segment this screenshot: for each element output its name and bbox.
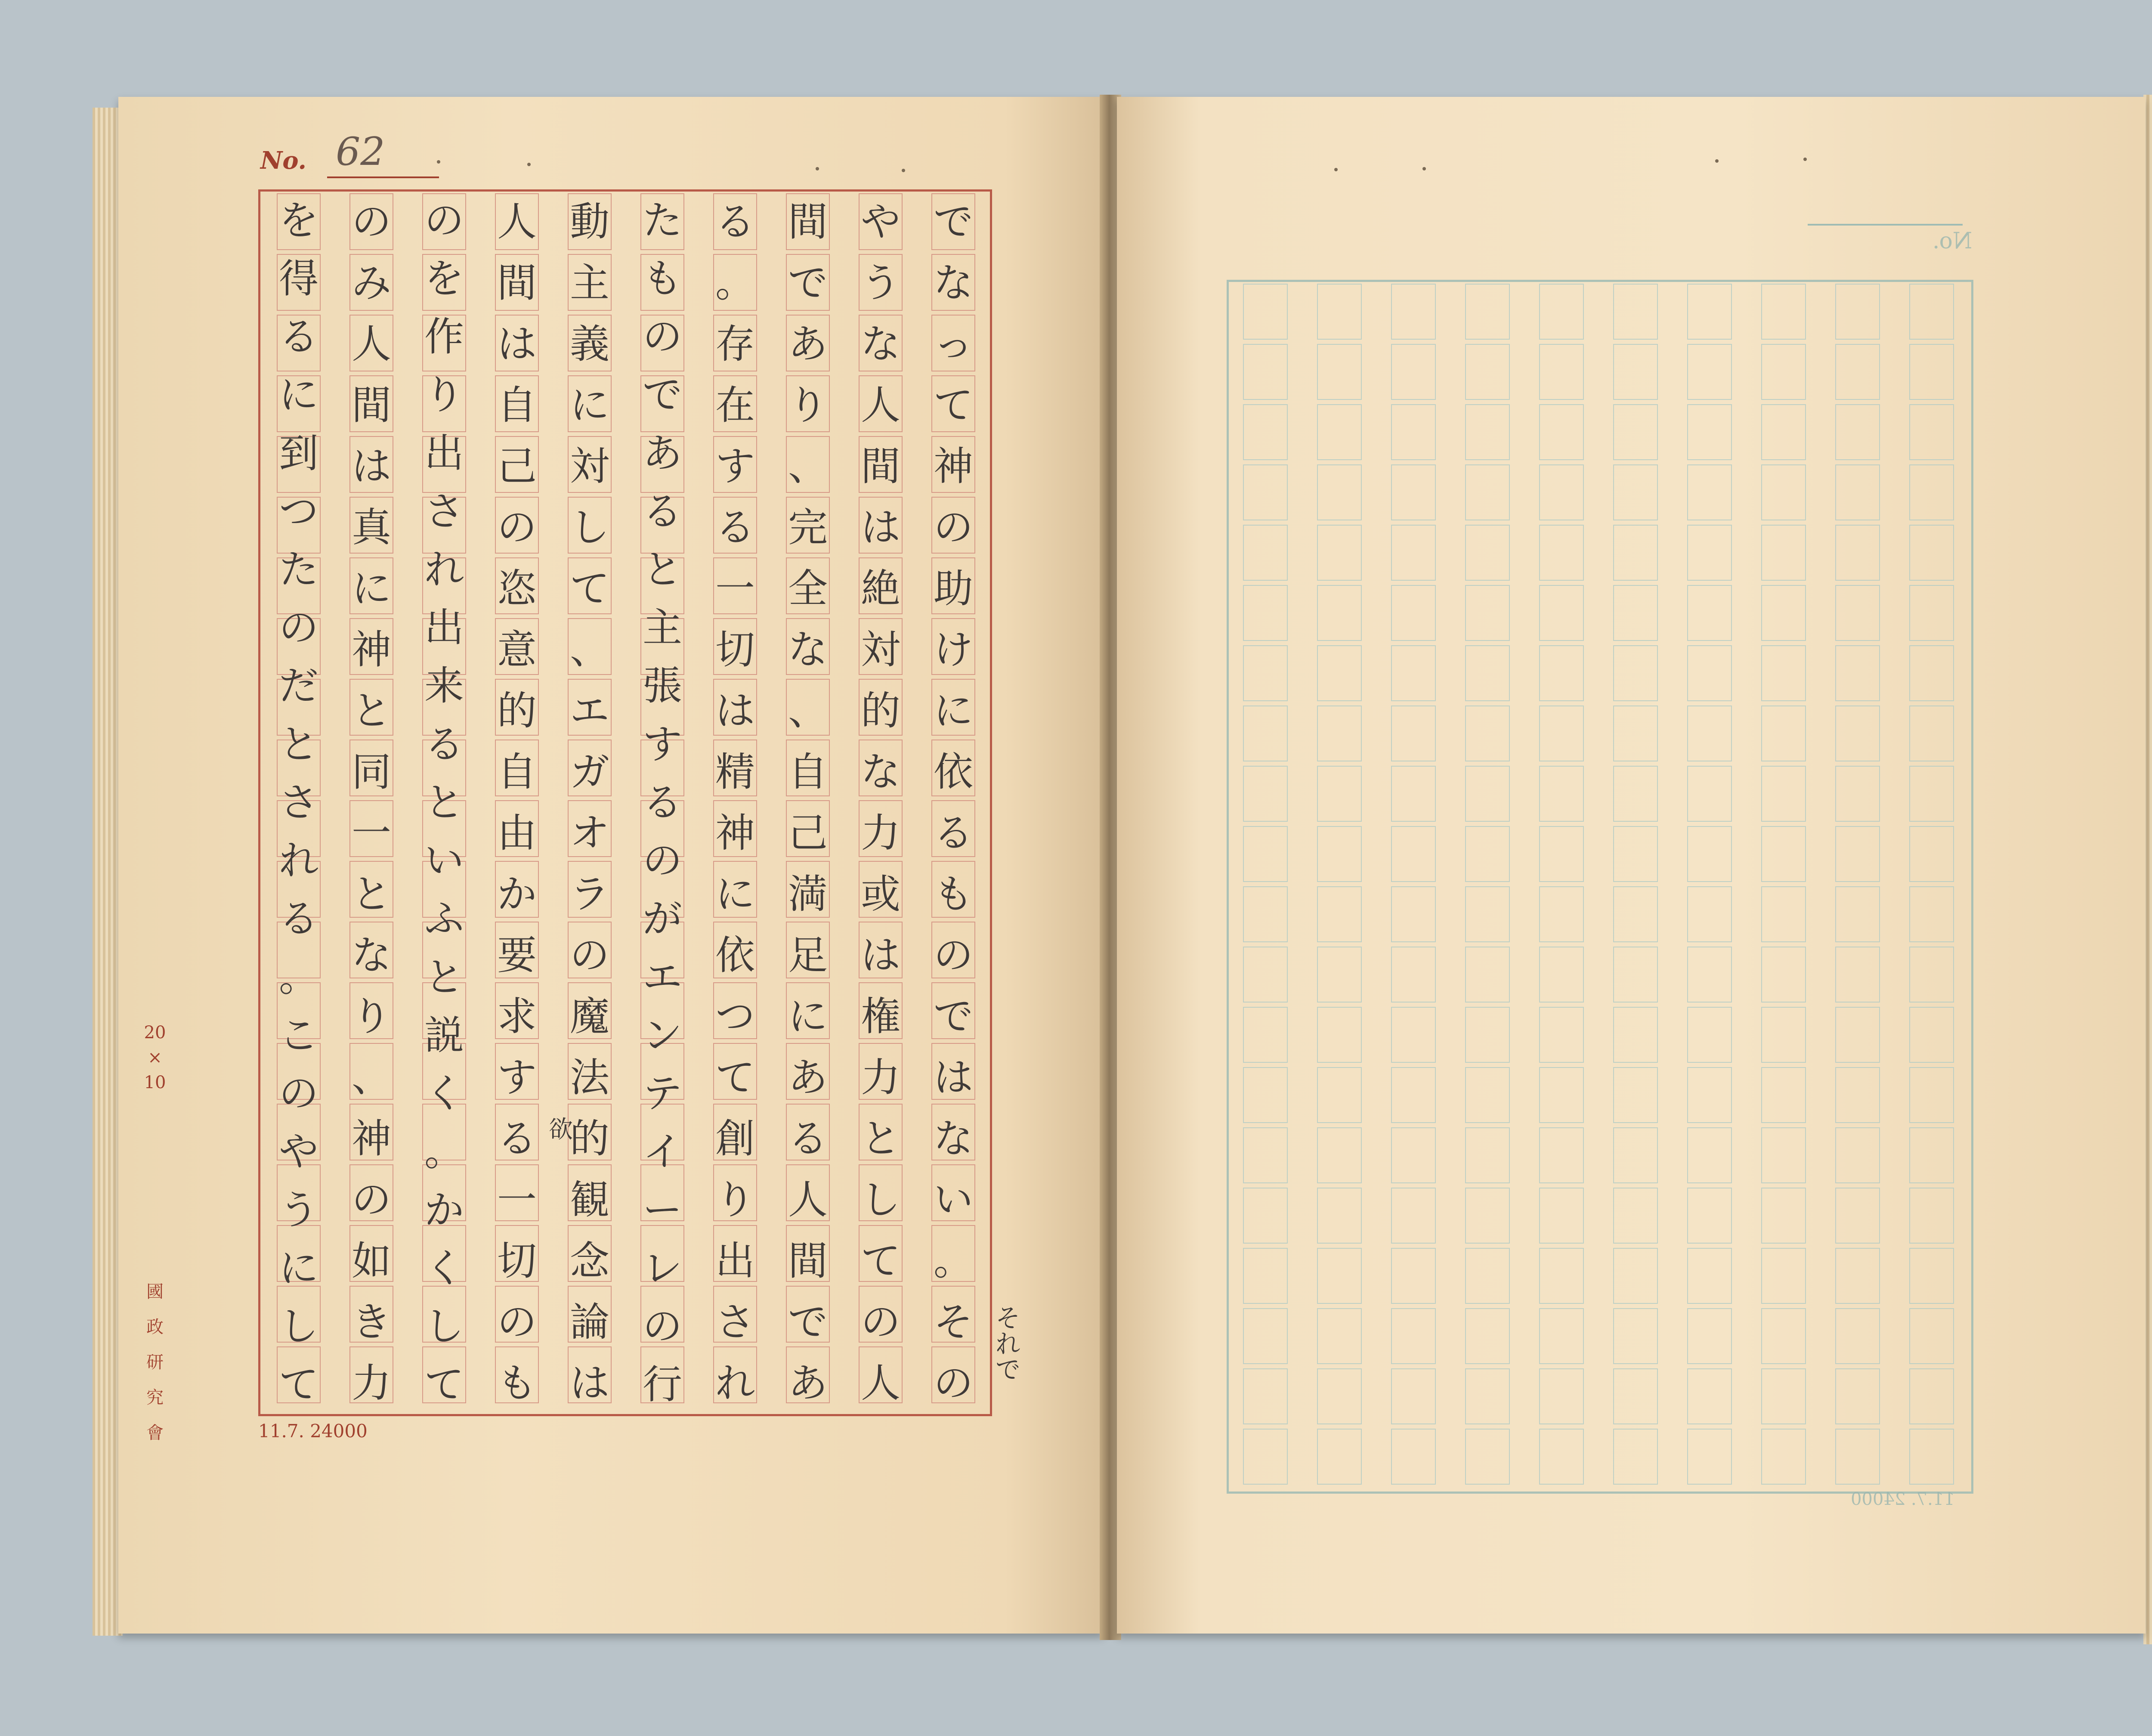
ghost-cell — [1243, 706, 1288, 761]
ghost-column — [1902, 282, 1962, 1492]
ghost-cell — [1391, 585, 1436, 641]
ghost-cell — [1687, 1188, 1732, 1244]
ghost-cell — [1835, 344, 1880, 400]
ghost-cell — [1243, 1188, 1288, 1244]
ghost-cell — [1835, 585, 1880, 641]
ghost-cell — [1909, 1308, 1954, 1364]
ghost-cell — [1687, 284, 1732, 340]
ghost-cell — [1317, 947, 1362, 1003]
ghost-cell — [1909, 284, 1954, 340]
ghost-cell — [1317, 766, 1362, 822]
ghost-cell — [1835, 947, 1880, 1003]
ghost-cell — [1761, 1308, 1806, 1364]
column-text: る 。 存 在 す る 一 切 は 精 神 に 依 つ て 創 り 出 さ れ — [715, 199, 755, 1406]
ghost-cell — [1909, 1368, 1954, 1424]
ghost-cell — [1465, 645, 1510, 701]
margin-insert-note: それで — [991, 1304, 1021, 1382]
ghost-cell — [1243, 766, 1288, 822]
ghost-cell — [1243, 1248, 1288, 1304]
ghost-cell — [1909, 1067, 1954, 1123]
ghost-cell — [1909, 645, 1954, 701]
correction-mark: 欲 — [549, 1116, 573, 1144]
ghost-cell — [1317, 1188, 1362, 1244]
ghost-cell — [1687, 886, 1732, 942]
ghost-cell — [1391, 1127, 1436, 1183]
ghost-column — [1309, 282, 1370, 1492]
publisher-char: 國 — [146, 1282, 164, 1302]
ghost-cell — [1687, 1368, 1732, 1424]
ghost-cell — [1317, 706, 1362, 761]
print-footer: 11.7. 24000 — [258, 1420, 368, 1442]
ghost-cell — [1909, 1188, 1954, 1244]
ghost-cell — [1613, 344, 1658, 400]
ghost-cell — [1317, 886, 1362, 942]
ghost-cell — [1909, 464, 1954, 520]
ghost-cell — [1909, 585, 1954, 641]
ghost-cell — [1243, 1067, 1288, 1123]
ghost-cell — [1243, 645, 1288, 701]
ghost-cell — [1761, 284, 1806, 340]
ghost-cell — [1465, 947, 1510, 1003]
ghost-cell — [1539, 1007, 1584, 1063]
ghost-cell — [1465, 1127, 1510, 1183]
ghost-cell — [1613, 886, 1658, 942]
ghost-cell — [1761, 1067, 1806, 1123]
ghost-cell — [1761, 886, 1806, 942]
ghost-cell — [1391, 404, 1436, 460]
ghost-cell — [1909, 1429, 1954, 1485]
ghost-cell — [1465, 826, 1510, 882]
ghost-cell — [1613, 645, 1658, 701]
binding-hole — [1803, 158, 1807, 161]
ghost-cell — [1909, 826, 1954, 882]
ghost-cell — [1835, 1368, 1880, 1424]
ghost-cell — [1909, 886, 1954, 942]
ghost-cell — [1539, 284, 1584, 340]
ghost-cell — [1391, 525, 1436, 581]
grid-size-20: 20 — [144, 1023, 166, 1043]
ghost-cell — [1687, 645, 1732, 701]
ghost-cell — [1317, 1248, 1362, 1304]
ghost-cell — [1539, 766, 1584, 822]
ghost-cell — [1243, 886, 1288, 942]
ghost-cell — [1391, 1007, 1436, 1063]
ghost-cell — [1909, 404, 1954, 460]
ghost-cell — [1613, 464, 1658, 520]
publisher-char: 會 — [146, 1423, 164, 1443]
ghost-cell — [1539, 585, 1584, 641]
ghost-cell — [1761, 464, 1806, 520]
ghost-number-label: No. — [1932, 228, 1973, 254]
column-text: 間 で あ り 、 完 全 な 、 自 己 満 足 に あ る 人 間 で あ — [788, 199, 828, 1406]
ghost-cell — [1687, 826, 1732, 882]
ghost-cell — [1835, 284, 1880, 340]
manuscript-column — [487, 192, 547, 1414]
ghost-cell — [1687, 1067, 1732, 1123]
ghost-cell — [1687, 1429, 1732, 1485]
ghost-cell — [1317, 1429, 1362, 1485]
ghost-cell — [1539, 826, 1584, 882]
publisher-char: 究 — [146, 1388, 164, 1408]
ghost-cell — [1539, 886, 1584, 942]
ghost-cell — [1465, 1188, 1510, 1244]
ghost-cell — [1317, 344, 1362, 400]
ghost-cell — [1909, 706, 1954, 761]
manuscript-column — [851, 192, 910, 1414]
page-number-underline — [327, 176, 439, 178]
manuscript-column — [705, 192, 765, 1414]
ghost-cell — [1539, 947, 1584, 1003]
ghost-cell — [1761, 1188, 1806, 1244]
ghost-cell — [1391, 464, 1436, 520]
ghost-cell — [1761, 344, 1806, 400]
ghost-cell — [1761, 1429, 1806, 1485]
ghost-cell — [1317, 826, 1362, 882]
manuscript-column — [778, 192, 838, 1414]
ghost-cell — [1465, 706, 1510, 761]
ghost-cell — [1909, 1248, 1954, 1304]
ghost-cell — [1687, 1127, 1732, 1183]
ghost-cell — [1761, 947, 1806, 1003]
ghost-cell — [1687, 1007, 1732, 1063]
ghost-cell — [1835, 886, 1880, 942]
ghost-cell — [1613, 1429, 1658, 1485]
ghost-column — [1531, 282, 1592, 1492]
ghost-cell — [1243, 585, 1288, 641]
ghost-cell — [1613, 826, 1658, 882]
ghost-cell — [1317, 464, 1362, 520]
ghost-manuscript-grid — [1227, 280, 1973, 1494]
ghost-cell — [1391, 826, 1436, 882]
ghost-cell — [1613, 1308, 1658, 1364]
ghost-cell — [1687, 464, 1732, 520]
ghost-cell — [1391, 706, 1436, 761]
ghost-cell — [1465, 1308, 1510, 1364]
ghost-column — [1827, 282, 1888, 1492]
ghost-cell — [1761, 585, 1806, 641]
ghost-cell — [1539, 645, 1584, 701]
column-text: 動 主 義 に 対 し て 、 エ ガ オ ラ の 魔 法 的 観 念 論 は — [569, 199, 609, 1406]
grid-size-label — [142, 1020, 168, 1095]
ghost-cell — [1687, 1248, 1732, 1304]
ghost-cell — [1391, 1429, 1436, 1485]
ghost-cell — [1391, 766, 1436, 822]
ghost-cell — [1835, 1067, 1880, 1123]
ghost-cell — [1835, 706, 1880, 761]
ghost-column — [1753, 282, 1814, 1492]
manuscript-column — [633, 192, 692, 1414]
column-text: の を 作 り 出 さ れ 出 来 る と い ふ と 説 く 。 か く し て — [424, 197, 464, 1408]
manuscript-column — [342, 192, 401, 1414]
ghost-cell — [1835, 826, 1880, 882]
ghost-cell — [1613, 947, 1658, 1003]
ghost-cell — [1613, 404, 1658, 460]
ghost-cell — [1243, 947, 1288, 1003]
ghost-cell — [1761, 1248, 1806, 1304]
ghost-cell — [1391, 645, 1436, 701]
ghost-cell — [1465, 404, 1510, 460]
ghost-cell — [1613, 284, 1658, 340]
ghost-cell — [1613, 585, 1658, 641]
ghost-cell — [1539, 1368, 1584, 1424]
ghost-cell — [1465, 1007, 1510, 1063]
grid-size-x: × — [148, 1048, 162, 1068]
ghost-column — [1457, 282, 1518, 1492]
ghost-cell — [1317, 1067, 1362, 1123]
ghost-cell — [1317, 645, 1362, 701]
column-text: た も の で あ る と 主 張 す る の が エ ン テ イ ー レ の 行 — [642, 197, 682, 1408]
ghost-cell — [1613, 1127, 1658, 1183]
ghost-cell — [1539, 1429, 1584, 1485]
ghost-cell — [1465, 1429, 1510, 1485]
ghost-cell — [1835, 1429, 1880, 1485]
ghost-cell — [1687, 344, 1732, 400]
ghost-cell — [1465, 1248, 1510, 1304]
ghost-cell — [1613, 1368, 1658, 1424]
publisher-char: 政 — [146, 1317, 164, 1337]
ghost-cell — [1761, 645, 1806, 701]
ghost-cell — [1613, 1067, 1658, 1123]
ghost-cell — [1317, 1308, 1362, 1364]
publisher-char: 研 — [146, 1352, 164, 1372]
binding-hole — [1715, 159, 1719, 163]
ghost-cell — [1539, 1067, 1584, 1123]
ghost-cell — [1243, 404, 1288, 460]
ghost-cell — [1761, 525, 1806, 581]
ghost-cell — [1243, 1368, 1288, 1424]
ghost-cell — [1909, 947, 1954, 1003]
ghost-cell — [1539, 1188, 1584, 1244]
binding-hole — [816, 167, 819, 170]
column-text: 人 間 は 自 己 の 恣 意 的 自 由 か 要 求 す る 一 切 の も — [497, 199, 537, 1406]
ghost-cell — [1243, 826, 1288, 882]
ghost-cell — [1391, 947, 1436, 1003]
column-text: や う な 人 間 は 絶 対 的 な 力 或 は 権 力 と し て の 人 — [860, 199, 900, 1406]
ghost-cell — [1835, 645, 1880, 701]
ghost-cell — [1243, 1007, 1288, 1063]
column-text: を 得 る に 到 つ た の だ と さ れ る 。 こ の や う に し て — [278, 197, 318, 1408]
ghost-cell — [1835, 1127, 1880, 1183]
ghost-cell — [1539, 1308, 1584, 1364]
ghost-cell — [1317, 404, 1362, 460]
ghost-cell — [1835, 1188, 1880, 1244]
ghost-cell — [1317, 1368, 1362, 1424]
publisher-label — [142, 1274, 168, 1451]
ghost-cell — [1761, 1127, 1806, 1183]
ghost-column — [1235, 282, 1296, 1492]
ghost-cell — [1687, 706, 1732, 761]
ghost-cell — [1687, 585, 1732, 641]
ghost-cell — [1835, 1308, 1880, 1364]
ghost-cell — [1613, 706, 1658, 761]
ghost-cell — [1465, 525, 1510, 581]
manuscript-grid — [258, 189, 992, 1416]
ghost-cell — [1909, 1007, 1954, 1063]
ghost-cell — [1761, 706, 1806, 761]
ghost-cell — [1243, 1127, 1288, 1183]
ghost-cell — [1391, 344, 1436, 400]
ghost-cell — [1465, 585, 1510, 641]
ghost-cell — [1761, 826, 1806, 882]
binding-hole — [902, 169, 905, 172]
ghost-column — [1679, 282, 1740, 1492]
ghost-cell — [1539, 1127, 1584, 1183]
ghost-cell — [1909, 1127, 1954, 1183]
manuscript-column — [560, 192, 619, 1414]
ghost-cell — [1317, 525, 1362, 581]
ghost-cell — [1613, 766, 1658, 822]
ghost-cell — [1761, 1007, 1806, 1063]
ghost-column — [1383, 282, 1444, 1492]
ghost-cell — [1391, 1188, 1436, 1244]
ghost-cell — [1243, 525, 1288, 581]
ghost-cell — [1465, 886, 1510, 942]
ghost-cell — [1465, 464, 1510, 520]
ghost-cell — [1539, 1248, 1584, 1304]
ghost-cell — [1835, 404, 1880, 460]
ghost-cell — [1391, 1368, 1436, 1424]
ghost-cell — [1687, 404, 1732, 460]
ghost-cell — [1835, 1007, 1880, 1063]
ghost-cell — [1391, 284, 1436, 340]
ghost-cell — [1687, 766, 1732, 822]
ghost-cell — [1391, 886, 1436, 942]
ghost-cell — [1391, 1067, 1436, 1123]
ghost-page-number-line — [1808, 224, 1963, 226]
ghost-cell — [1243, 284, 1288, 340]
grid-size-10: 10 — [144, 1073, 166, 1092]
ghost-cell — [1317, 1127, 1362, 1183]
ghost-cell — [1243, 344, 1288, 400]
manuscript-column — [414, 192, 474, 1414]
binding-hole — [527, 163, 531, 166]
column-text: で な っ て 神 の 助 け に 依 る も の で は な い 。 そ の — [933, 199, 973, 1406]
ghost-cell — [1317, 585, 1362, 641]
ghost-cell — [1835, 1248, 1880, 1304]
ghost-cell — [1909, 766, 1954, 822]
manuscript-column — [269, 192, 328, 1414]
ghost-cell — [1613, 1007, 1658, 1063]
ghost-cell — [1539, 706, 1584, 761]
ghost-cell — [1761, 1368, 1806, 1424]
ghost-column — [1605, 282, 1666, 1492]
ghost-cell — [1687, 1308, 1732, 1364]
page-number-label: No. — [260, 146, 307, 175]
ghost-cell — [1465, 1067, 1510, 1123]
ghost-cell — [1243, 1308, 1288, 1364]
ghost-cell — [1243, 464, 1288, 520]
ghost-cell — [1317, 1007, 1362, 1063]
ghost-footer: 11.7. 24000 — [1851, 1489, 1955, 1509]
ghost-cell — [1909, 525, 1954, 581]
ghost-cell — [1243, 1429, 1288, 1485]
ghost-cell — [1909, 344, 1954, 400]
manuscript-column — [924, 192, 983, 1414]
ghost-cell — [1465, 1368, 1510, 1424]
ghost-cell — [1761, 404, 1806, 460]
ghost-cell — [1613, 1248, 1658, 1304]
binding-hole — [1334, 168, 1338, 171]
ghost-cell — [1687, 525, 1732, 581]
ghost-cell — [1613, 525, 1658, 581]
ghost-cell — [1317, 284, 1362, 340]
binding-hole — [1422, 167, 1426, 170]
ghost-cell — [1613, 1188, 1658, 1244]
ghost-cell — [1687, 947, 1732, 1003]
ghost-cell — [1465, 344, 1510, 400]
ghost-cell — [1835, 525, 1880, 581]
column-text: の み 人 間 は 真 に 神 と 同 一 と な り 、 神 の 如 き 力 — [351, 199, 391, 1406]
ghost-cell — [1539, 404, 1584, 460]
ghost-cell — [1835, 766, 1880, 822]
ghost-cell — [1835, 464, 1880, 520]
ghost-cell — [1761, 766, 1806, 822]
ghost-cell — [1391, 1308, 1436, 1364]
ghost-cell — [1465, 284, 1510, 340]
page-number-value: 62 — [336, 129, 385, 174]
ghost-cell — [1391, 1248, 1436, 1304]
ghost-cell — [1539, 464, 1584, 520]
ghost-cell — [1465, 766, 1510, 822]
ghost-cell — [1539, 525, 1584, 581]
ghost-cell — [1539, 344, 1584, 400]
